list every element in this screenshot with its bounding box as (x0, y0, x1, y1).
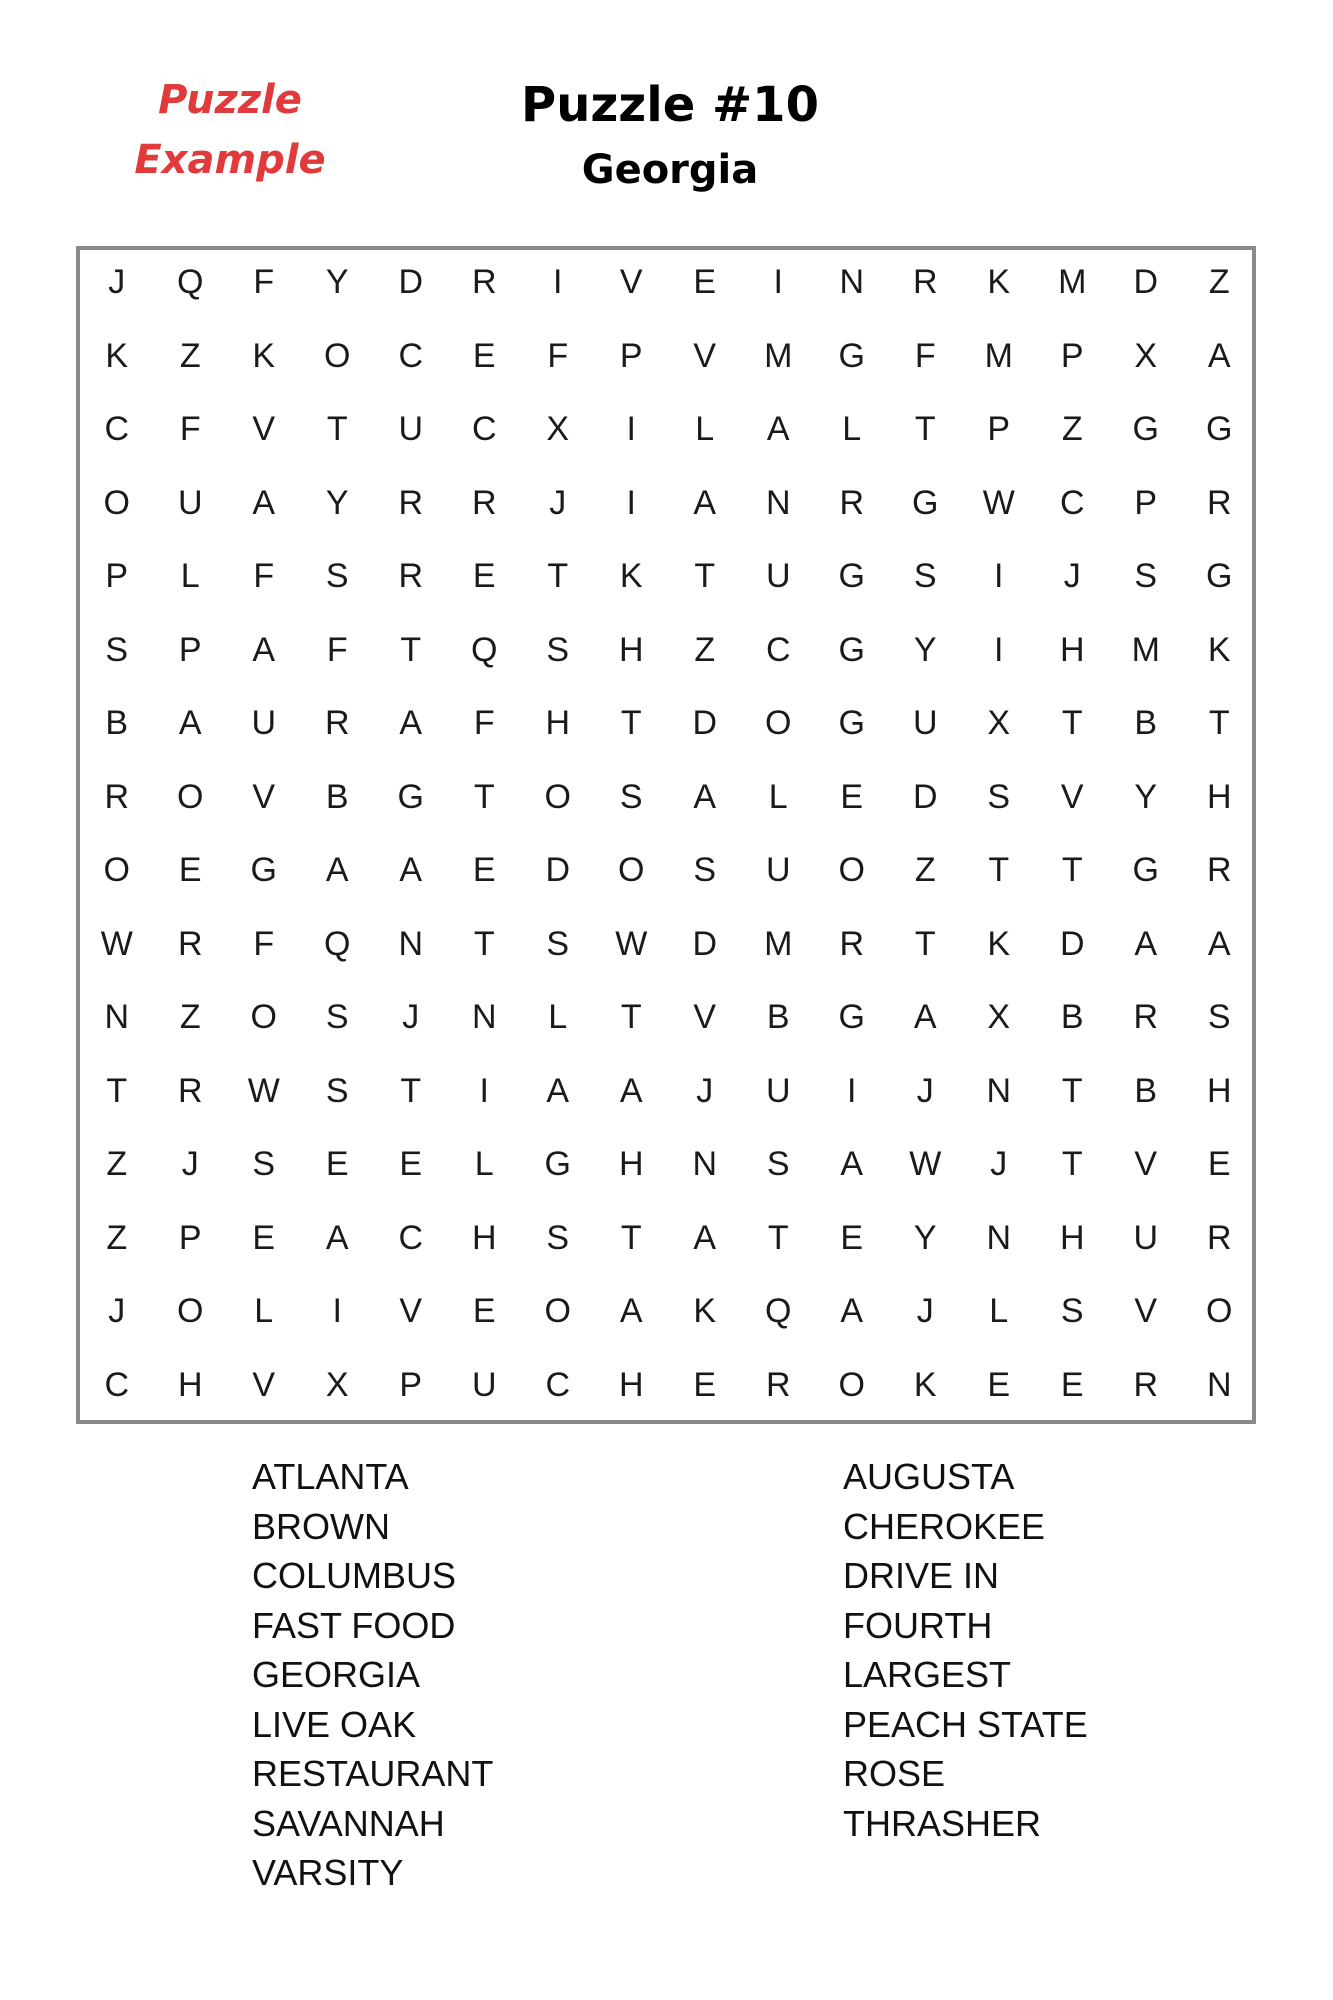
grid-cell[interactable]: G (1132, 851, 1159, 890)
grid-cell[interactable]: O (177, 1292, 204, 1331)
grid-cell[interactable]: R (471, 263, 497, 302)
grid-cell[interactable]: T (620, 1218, 642, 1257)
grid-cell[interactable]: B (325, 777, 349, 816)
grid-cell[interactable]: R (324, 704, 350, 743)
grid-cell[interactable]: V (1060, 777, 1084, 816)
grid-cell[interactable]: C (104, 1365, 130, 1404)
grid-cell[interactable]: G (912, 483, 939, 522)
grid-cell[interactable]: O (1206, 1292, 1233, 1331)
grid-cell[interactable]: U (765, 851, 791, 890)
grid-cell[interactable]: P (399, 1365, 423, 1404)
grid-cell[interactable]: G (838, 630, 865, 669)
grid-cell[interactable]: X (1134, 336, 1158, 375)
grid-cell[interactable]: D (398, 263, 424, 302)
grid-cell[interactable]: N (398, 924, 424, 963)
word-list-item: ROSE (843, 1753, 946, 1794)
grid-cell[interactable]: N (104, 998, 130, 1037)
grid-cell[interactable]: F (253, 263, 275, 302)
grid-cell[interactable]: I (626, 410, 636, 449)
grid-cell[interactable]: L (768, 777, 788, 816)
grid-cell[interactable]: S (325, 998, 349, 1037)
grid-cell[interactable]: Z (1061, 410, 1083, 449)
grid-cell[interactable]: K (913, 1365, 937, 1404)
grid-cell[interactable]: Q (765, 1292, 792, 1331)
grid-cell[interactable]: L (842, 410, 862, 449)
grid-cell[interactable]: H (618, 1145, 644, 1184)
grid-cell[interactable]: O (765, 704, 792, 743)
grid-cell[interactable]: T (620, 998, 642, 1037)
grid-cell[interactable]: S (1060, 1292, 1084, 1331)
grid-cell[interactable]: T (694, 557, 716, 596)
grid-cell[interactable]: X (987, 704, 1011, 743)
word-list-item: COLUMBUS (252, 1555, 457, 1596)
grid-cell[interactable]: K (987, 924, 1011, 963)
grid-cell[interactable]: C (545, 1365, 571, 1404)
grid-cell[interactable]: K (252, 336, 276, 375)
grid-cell[interactable]: Z (179, 336, 201, 375)
grid-cell[interactable]: G (397, 777, 424, 816)
word-list-item: GEORGIA (252, 1654, 421, 1695)
grid-cell[interactable]: K (693, 1292, 717, 1331)
grid-cell[interactable]: V (619, 263, 643, 302)
grid-cell[interactable]: C (398, 1218, 424, 1257)
grid-cell[interactable]: E (840, 1218, 864, 1257)
grid-cell[interactable]: U (471, 1365, 497, 1404)
grid-cell[interactable]: N (1206, 1365, 1232, 1404)
grid-cell[interactable]: U (398, 410, 424, 449)
grid-cell[interactable]: U (177, 483, 203, 522)
grid-cell[interactable]: G (838, 704, 865, 743)
grid-cell[interactable]: I (773, 263, 783, 302)
word-list-item: SAVANNAH (252, 1802, 445, 1844)
grid-cell[interactable]: J (990, 1145, 1008, 1184)
grid-cell[interactable]: A (693, 483, 717, 522)
grid-cell[interactable]: B (1134, 1071, 1158, 1110)
grid-cell[interactable]: N (692, 1145, 718, 1184)
grid-cell[interactable]: R (104, 777, 130, 816)
grid-cell[interactable]: O (324, 336, 351, 375)
grid-cell[interactable]: Z (1208, 263, 1230, 302)
grid-cell[interactable]: P (619, 336, 643, 375)
grid-cell[interactable]: F (547, 336, 569, 375)
grid-cell[interactable]: P (987, 410, 1011, 449)
grid-cell[interactable]: J (181, 1145, 199, 1184)
grid-cell[interactable]: T (914, 924, 936, 963)
grid-cell[interactable]: L (695, 410, 715, 449)
grid-cell[interactable]: H (1059, 1218, 1085, 1257)
grid-cell[interactable]: H (471, 1218, 497, 1257)
grid-cell[interactable]: S (693, 851, 717, 890)
grid-cell[interactable]: A (619, 1071, 643, 1110)
grid-cell[interactable]: R (1206, 1218, 1232, 1257)
grid-cell[interactable]: S (913, 557, 937, 596)
grid-cell[interactable]: U (912, 704, 938, 743)
grid-cell[interactable]: C (398, 336, 424, 375)
grid-cell[interactable]: O (544, 777, 571, 816)
word-list-item: PEACH STATE (843, 1703, 1088, 1745)
grid-cell[interactable]: E (693, 1365, 717, 1404)
grid-cell[interactable]: T (1061, 1071, 1083, 1110)
grid-cell[interactable]: A (1207, 336, 1231, 375)
grid-cell[interactable]: P (105, 557, 129, 596)
grid-cell[interactable]: O (838, 851, 865, 890)
grid-cell[interactable]: V (693, 998, 717, 1037)
page-title: Puzzle #10 (521, 77, 819, 133)
grid-cell[interactable]: V (399, 1292, 423, 1331)
word-list-item: THRASHER (843, 1802, 1042, 1844)
word-list-right (843, 1452, 1088, 1848)
word-list-item: AUGUSTA (843, 1456, 1015, 1497)
grid-cell[interactable]: Y (325, 263, 349, 302)
grid-cell[interactable]: E (472, 336, 496, 375)
grid-cell[interactable]: Y (913, 630, 937, 669)
grid-cell[interactable]: N (986, 1071, 1012, 1110)
grid-cell[interactable]: E (840, 777, 864, 816)
grid-cell[interactable]: B (1134, 704, 1158, 743)
grid-cell[interactable]: Y (1134, 777, 1158, 816)
grid-cell[interactable]: G (1206, 410, 1233, 449)
grid-cell[interactable]: F (253, 557, 275, 596)
word-list-item: LIVE OAK (252, 1703, 417, 1745)
grid-cell[interactable]: G (838, 336, 865, 375)
grid-cell[interactable]: Z (106, 1145, 128, 1184)
grid-cell[interactable]: R (839, 924, 865, 963)
grid-cell[interactable]: S (546, 630, 570, 669)
grid-cell[interactable]: S (987, 777, 1011, 816)
grid-cell[interactable]: O (838, 1365, 865, 1404)
grid-cell[interactable]: E (693, 263, 717, 302)
grid-cell[interactable]: O (250, 998, 277, 1037)
word-list-item: LARGEST (843, 1654, 1012, 1695)
badge-line-1: Puzzle (158, 77, 302, 123)
grid-cell[interactable]: E (325, 1145, 349, 1184)
grid-cell[interactable]: M (1058, 263, 1087, 302)
grid-cell[interactable]: S (252, 1145, 276, 1184)
grid-cell[interactable]: V (252, 1365, 276, 1404)
grid-cell[interactable]: I (332, 1292, 342, 1331)
grid-cell[interactable]: B (766, 998, 790, 1037)
grid-cell[interactable]: N (839, 263, 865, 302)
word-list-item: VARSITY (252, 1852, 404, 1893)
grid-cell[interactable]: C (765, 630, 791, 669)
grid-cell[interactable]: T (326, 410, 348, 449)
word-list-left (252, 1452, 493, 1898)
grid-cell[interactable]: G (250, 851, 277, 890)
grid-cell[interactable]: E (1060, 1365, 1084, 1404)
grid-cell[interactable]: R (1206, 483, 1232, 522)
grid-cell[interactable]: R (177, 1071, 203, 1110)
grid-cell[interactable]: S (619, 777, 643, 816)
grid-cell[interactable]: T (547, 557, 569, 596)
grid-cell[interactable]: U (251, 704, 277, 743)
grid-cell[interactable]: W (909, 1145, 942, 1184)
grid-cell[interactable]: R (839, 483, 865, 522)
grid-cell[interactable]: U (765, 557, 791, 596)
grid-cell[interactable]: Q (177, 263, 204, 302)
grid-cell[interactable]: A (178, 704, 202, 743)
grid-cell[interactable]: R (1133, 998, 1159, 1037)
grid-cell[interactable]: A (1134, 924, 1158, 963)
grid-cell[interactable]: H (177, 1365, 203, 1404)
grid-cell[interactable]: A (840, 1292, 864, 1331)
grid-cell[interactable]: D (1133, 263, 1159, 302)
grid-cell[interactable]: S (546, 1218, 570, 1257)
grid-cell[interactable]: A (399, 704, 423, 743)
grid-cell[interactable]: G (838, 557, 865, 596)
word-list-item: RESTAURANT (252, 1753, 494, 1794)
grid-cell[interactable]: A (1207, 924, 1231, 963)
grid-cell[interactable]: R (765, 1365, 791, 1404)
grid-cell[interactable]: B (105, 704, 129, 743)
grid-cell[interactable]: E (1207, 1145, 1231, 1184)
grid-cell[interactable]: A (766, 410, 790, 449)
page-subtitle: Georgia (581, 147, 759, 193)
grid-cell[interactable]: Z (179, 998, 201, 1037)
badge-line-2: Example (134, 137, 326, 183)
grid-cell[interactable]: T (106, 1071, 128, 1110)
grid-cell[interactable]: O (103, 483, 130, 522)
grid-cell[interactable]: B (1060, 998, 1084, 1037)
grid-cell[interactable]: G (1206, 557, 1233, 596)
grid-cell[interactable]: Y (325, 483, 349, 522)
grid-cell[interactable]: K (987, 263, 1011, 302)
grid-cell[interactable]: J (1063, 557, 1081, 596)
word-list-item: BROWN (252, 1505, 390, 1547)
grid-cell[interactable]: K (1207, 630, 1231, 669)
grid-cell[interactable]: E (472, 1292, 496, 1331)
grid-cell[interactable]: G (1132, 410, 1159, 449)
grid-cell[interactable]: V (252, 777, 276, 816)
grid-cell[interactable]: A (619, 1292, 643, 1331)
grid-cell[interactable]: X (325, 1365, 349, 1404)
grid-cell[interactable]: J (108, 263, 126, 302)
grid-cell[interactable]: I (626, 483, 636, 522)
grid-cell[interactable]: T (1061, 1145, 1083, 1184)
grid-cell[interactable]: D (692, 704, 718, 743)
grid-cell[interactable]: O (544, 1292, 571, 1331)
grid-cell[interactable]: E (987, 1365, 1011, 1404)
grid-cell[interactable]: A (693, 777, 717, 816)
grid-cell[interactable]: Y (913, 1218, 937, 1257)
grid-cell[interactable]: R (1206, 851, 1232, 890)
grid-cell[interactable]: A (399, 851, 423, 890)
grid-cell[interactable]: J (402, 998, 420, 1037)
grid-cell[interactable]: H (618, 1365, 644, 1404)
grid-cell[interactable]: Z (914, 851, 936, 890)
grid-cell[interactable]: I (553, 263, 563, 302)
grid-cell[interactable]: T (473, 924, 495, 963)
grid-cell[interactable]: X (546, 410, 570, 449)
grid-cell[interactable]: T (620, 704, 642, 743)
grid-cell[interactable]: L (989, 1292, 1009, 1331)
grid-cell[interactable]: S (325, 1071, 349, 1110)
grid-cell[interactable]: G (544, 1145, 571, 1184)
grid-cell[interactable]: A (325, 1218, 349, 1257)
grid-cell[interactable]: V (693, 336, 717, 375)
grid-cell[interactable]: V (252, 410, 276, 449)
grid-cell[interactable]: U (765, 1071, 791, 1110)
grid-cell[interactable]: F (473, 704, 495, 743)
grid-cell[interactable]: T (914, 410, 936, 449)
grid-cell[interactable]: G (838, 998, 865, 1037)
grid-cell[interactable]: V (1134, 1292, 1158, 1331)
grid-cell[interactable]: W (615, 924, 648, 963)
grid-cell[interactable]: T (1061, 704, 1083, 743)
grid-cell[interactable]: I (994, 630, 1004, 669)
grid-cell[interactable]: E (399, 1145, 423, 1184)
grid-cell[interactable]: S (1207, 998, 1231, 1037)
grid-cell[interactable]: W (982, 483, 1015, 522)
grid-cell[interactable]: A (252, 483, 276, 522)
grid-cell[interactable]: N (471, 998, 497, 1037)
grid-cell[interactable]: H (1206, 1071, 1232, 1110)
grid-cell[interactable]: A (840, 1145, 864, 1184)
grid-cell[interactable]: U (1133, 1218, 1159, 1257)
grid-cell[interactable]: A (325, 851, 349, 890)
grid-cell[interactable]: P (178, 630, 202, 669)
word-list-item: DRIVE IN (843, 1555, 1000, 1596)
grid-cell[interactable]: H (1059, 630, 1085, 669)
grid-cell[interactable]: J (108, 1292, 126, 1331)
grid-cell[interactable]: A (252, 630, 276, 669)
grid-cell[interactable]: S (546, 924, 570, 963)
grid-cell[interactable]: I (994, 557, 1004, 596)
grid-cell[interactable]: L (548, 998, 568, 1037)
grid-cell[interactable]: D (912, 777, 938, 816)
grid-cell[interactable]: F (253, 924, 275, 963)
grid-cell[interactable]: C (471, 410, 497, 449)
grid-cell[interactable]: H (545, 704, 571, 743)
grid-cell[interactable]: F (326, 630, 348, 669)
grid-cell[interactable]: R (1133, 1365, 1159, 1404)
grid-cell[interactable]: L (254, 1292, 274, 1331)
grid-cell[interactable]: K (105, 336, 129, 375)
grid-cell[interactable]: N (765, 483, 791, 522)
grid-cell[interactable]: A (693, 1218, 717, 1257)
grid-cell[interactable]: H (1206, 777, 1232, 816)
grid-cell[interactable]: J (916, 1292, 934, 1331)
grid-cell[interactable]: F (179, 410, 201, 449)
grid-cell[interactable]: P (1134, 483, 1158, 522)
grid-cell[interactable]: R (398, 557, 424, 596)
grid-cell[interactable]: J (549, 483, 567, 522)
grid-cell[interactable]: D (545, 851, 571, 890)
grid-cell[interactable]: R (177, 924, 203, 963)
grid-cell[interactable]: Q (324, 924, 351, 963)
grid-cell[interactable]: M (764, 924, 793, 963)
grid-cell[interactable]: L (474, 1145, 494, 1184)
grid-cell[interactable]: X (987, 998, 1011, 1037)
grid-cell[interactable]: Q (471, 630, 498, 669)
grid-cell[interactable]: C (1059, 483, 1085, 522)
grid-cell[interactable]: J (916, 1071, 934, 1110)
grid-cell[interactable]: T (400, 630, 422, 669)
grid-cell[interactable]: M (764, 336, 793, 375)
grid-cell[interactable]: R (912, 263, 938, 302)
grid-cell[interactable]: J (696, 1071, 714, 1110)
grid-cell[interactable]: W (247, 1071, 280, 1110)
letter-grid (80, 246, 1256, 1422)
grid-cell[interactable]: W (100, 924, 133, 963)
grid-cell[interactable]: L (180, 557, 200, 596)
word-list-item: FOURTH (843, 1604, 993, 1646)
grid-cell[interactable]: O (103, 851, 130, 890)
grid-cell[interactable]: H (618, 630, 644, 669)
grid-cell[interactable]: I (847, 1071, 857, 1110)
grid-cell[interactable]: M (1131, 630, 1160, 669)
grid-cell[interactable]: S (325, 557, 349, 596)
grid-cell[interactable]: T (400, 1071, 422, 1110)
grid-cell[interactable]: O (177, 777, 204, 816)
grid-cell[interactable]: S (766, 1145, 790, 1184)
grid-cell[interactable]: T (1208, 704, 1230, 743)
grid-cell[interactable]: E (472, 851, 496, 890)
grid-cell[interactable]: T (988, 851, 1010, 890)
grid-cell[interactable]: Z (106, 1218, 128, 1257)
grid-cell[interactable]: S (105, 630, 129, 669)
grid-cell[interactable]: D (1059, 924, 1085, 963)
grid-cell[interactable]: T (1061, 851, 1083, 890)
grid-cell[interactable]: P (178, 1218, 202, 1257)
grid-cell[interactable]: S (1134, 557, 1158, 596)
grid-cell[interactable]: P (1060, 336, 1084, 375)
word-list-item: ATLANTA (252, 1456, 409, 1497)
grid-cell[interactable]: R (398, 483, 424, 522)
puzzle-example-badge (100, 70, 360, 190)
grid-cell[interactable]: D (692, 924, 718, 963)
grid-cell[interactable]: I (479, 1071, 489, 1110)
grid-cell[interactable]: A (913, 998, 937, 1037)
grid-cell[interactable]: C (104, 410, 130, 449)
grid-cell[interactable]: K (619, 557, 643, 596)
grid-cell[interactable]: R (471, 483, 497, 522)
grid-cell[interactable]: T (767, 1218, 789, 1257)
grid-cell[interactable]: E (252, 1218, 276, 1257)
grid-cell[interactable]: F (914, 336, 936, 375)
grid-cell[interactable]: T (473, 777, 495, 816)
grid-cell[interactable]: O (618, 851, 645, 890)
grid-cell[interactable]: M (984, 336, 1013, 375)
grid-cell[interactable]: V (1134, 1145, 1158, 1184)
grid-cell[interactable]: E (178, 851, 202, 890)
grid-cell[interactable]: E (472, 557, 496, 596)
grid-cell[interactable]: Z (694, 630, 716, 669)
word-list-item: FAST FOOD (252, 1604, 456, 1646)
grid-cell[interactable]: N (986, 1218, 1012, 1257)
grid-cell[interactable]: A (546, 1071, 570, 1110)
word-list-item: CHEROKEE (843, 1505, 1046, 1547)
